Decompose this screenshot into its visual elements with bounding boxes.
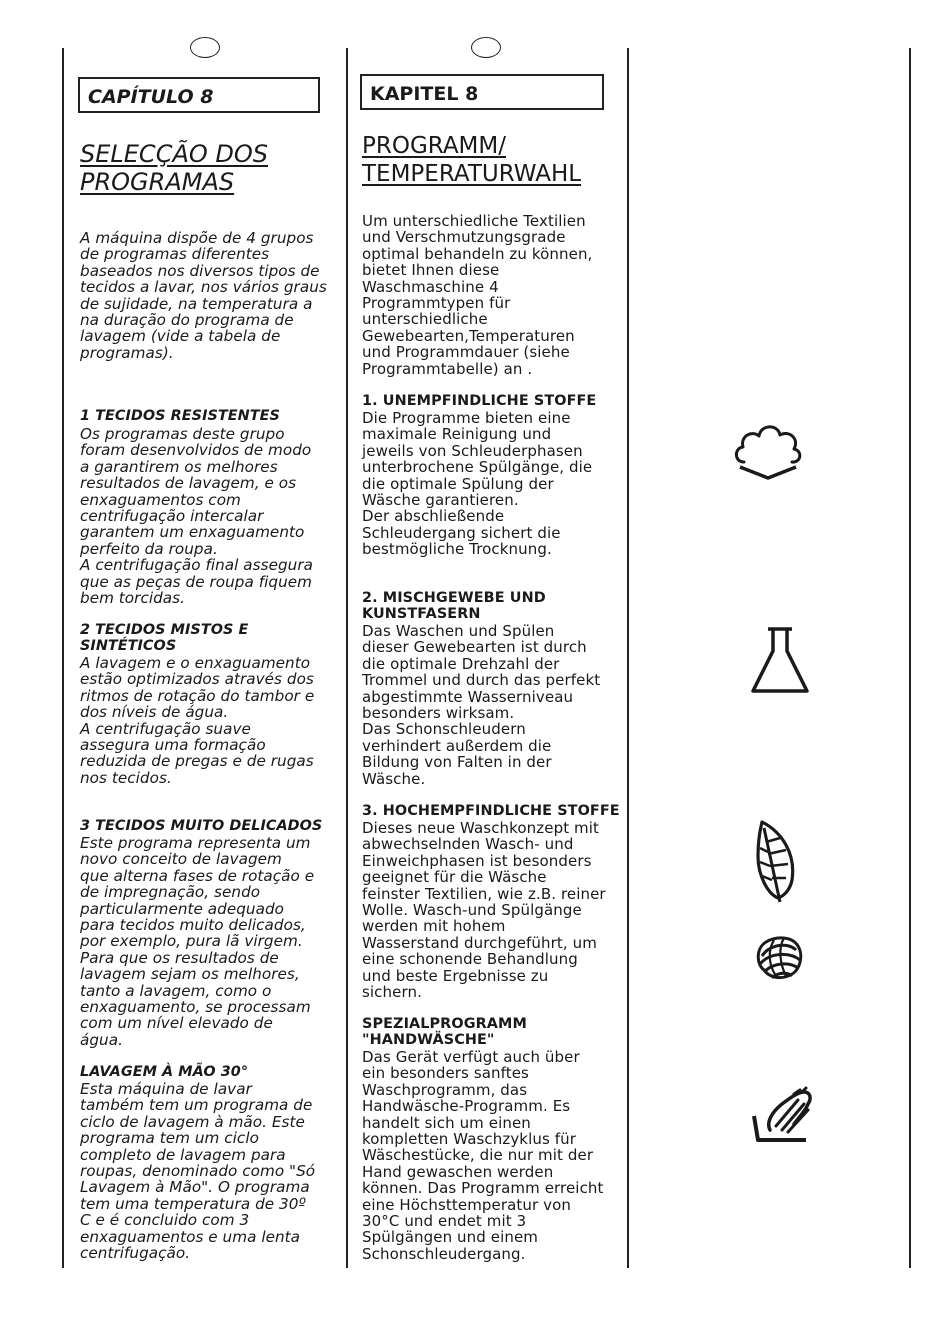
intro-paragraph-german: Um unterschiedliche Textilien und Verschmutzungsgrade optimal behandeln zu können, bietet Ihnen diese Waschmaschine 4 Programmtypen für unterschiedliche Gewebearten,Temperaturen und Programmdauer (siehe Programmtabelle) an . xyxy=(362,212,593,378)
subheading-hochempfindliche-stoffe: 3. HOCHEMPFINDLICHE STOFFE xyxy=(362,803,620,819)
paragraph-very-delicate: Este programa representa um novo conceito de lavagem que alterna fases de rotação e de impregnação, sendo particularmente adequado para tecidos muito delicados, por exemplo, pura lã virgem. Para que os resultados de lavagem sejam os melhores, tanto a lavagem, como o enxaguamento, se processam com um nível elevado de água. xyxy=(80,834,315,1049)
language-badge-portuguese xyxy=(190,37,220,58)
subheading-handwaesche: SPEZIALPROGRAMM "HANDWÄSCHE" xyxy=(362,1016,527,1049)
subheading-resistant-fabrics: 1 TECIDOS RESISTENTES xyxy=(80,408,280,424)
delicate-feather-icon xyxy=(752,818,800,908)
paragraph-mixed-synthetic: A lavagem e o enxaguamento estão optimizados através dos ritmos de rotação do tambor e dos níveis de água. A centrifugação suave assegura uma formação reduzida de pregas e de rugas nos tecidos. xyxy=(80,654,315,787)
subheading-unempfindliche-stoffe: 1. UNEMPFINDLICHE STOFFE xyxy=(362,393,597,409)
column-divider-middle-right xyxy=(627,48,629,1268)
chapter-heading-portuguese: CAPÍTULO 8 xyxy=(78,77,320,113)
column-divider-right xyxy=(909,48,911,1268)
paragraph-resistant-fabrics: Os programas deste grupo foram desenvolvidos de modo a garantirem os melhores resultados de lavagem, e os enxaguamentos com centrifugação intercalar garantem um enxaguamento perfeito da roupa. A centrifugação final assegura que as peças de roupa fiquem bem torcidas. xyxy=(80,425,313,608)
paragraph-unempfindliche-stoffe: Die Programme bieten eine maximale Reinigung und jeweils von Schleuderphasen unterbrochene Spülgänge, die die optimale Spülung der Wäsche garantieren. Der abschließende Schleudergang sichert die bestmögliche Trocknung. xyxy=(362,409,593,559)
wool-icon xyxy=(754,934,804,980)
hand-wash-icon xyxy=(748,1086,816,1146)
paragraph-hand-wash: Esta máquina de lavar também tem um programa de ciclo de lavagem à mão. Este programa tem um ciclo completo de lavagem para roupas, denominado como "Só Lavagem à Mão". O programa tem uma temperatura de 30º C e é concluido com 3 enxaguamentos e uma lenta centrifugação. xyxy=(80,1080,316,1263)
subheading-mischgewebe: 2. MISCHGEWEBE UND KUNSTFASERN xyxy=(362,590,546,623)
language-badge-german xyxy=(471,37,501,58)
chapter-heading-german: KAPITEL 8 xyxy=(360,74,604,110)
subheading-hand-wash: LAVAGEM À MÃO 30° xyxy=(80,1064,249,1080)
subheading-mixed-synthetic: 2 TECIDOS MISTOS E SINTÉTICOS xyxy=(80,622,249,655)
column-divider-left xyxy=(62,48,64,1268)
intro-paragraph-portuguese: A máquina dispõe de 4 grupos de programas diferentes baseados nos diversos tipos de tecidos a lavar, nos vários graus de sujidade, na temperatura a na duração do programa de lavagem (vide a tabela de programas). xyxy=(80,229,327,362)
section-title-german: PROGRAMM/ TEMPERATURWAHL xyxy=(362,133,582,187)
cotton-icon xyxy=(730,420,806,484)
synthetic-flask-icon xyxy=(748,625,812,697)
paragraph-handwaesche: Das Gerät verfügt auch über ein besonders sanftes Waschprogramm, das Handwäsche-Programm. Es handelt sich um einen kompletten Waschzyklus für Wäschestücke, die nur mit der Hand gewaschen werden können. Das Programm erreicht eine Höchsttemperatur von 30°C und endet mit 3 Spülgängen und einem Schonschleudergang. xyxy=(362,1048,604,1263)
column-divider-middle-left xyxy=(346,48,348,1268)
subheading-very-delicate: 3 TECIDOS MUITO DELICADOS xyxy=(80,818,323,834)
paragraph-hochempfindliche-stoffe: Dieses neue Waschkonzept mit abwechselnden Wasch- und Einweichphasen ist besonders geeignet für die Wäsche feinster Textilien, wie z.B. reiner Wolle. Wasch-und Spülgänge werden mit hohem Wasserstand durchgeführt, um eine schonende Behandlung und beste Ergebnisse zu sichern. xyxy=(362,819,606,1002)
paragraph-mischgewebe: Das Waschen und Spülen dieser Gewebearten ist durch die optimale Drehzahl der Trommel und durch das perfekt abgestimmte Wasserniveau besonders wirksam. Das Schonschleudern verhindert außerdem die Bildung von Falten in der Wäsche. xyxy=(362,622,601,788)
section-title-portuguese: SELECÇÃO DOS PROGRAMAS xyxy=(80,140,268,196)
